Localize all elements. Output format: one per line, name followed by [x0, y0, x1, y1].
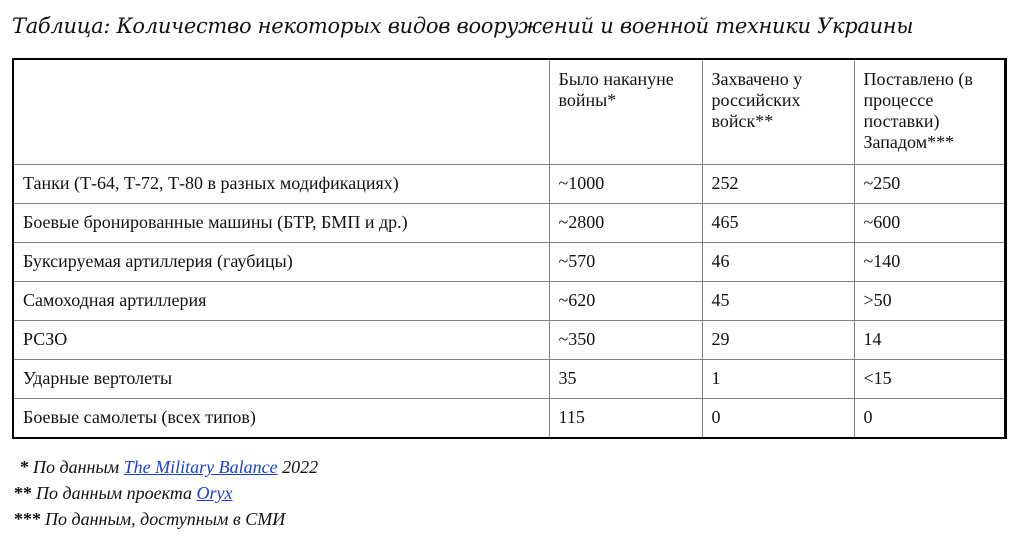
- row-label: Боевые бронированные машины (БТР, БМП и др.): [13, 204, 549, 243]
- header-captured: Захвачено у российских войск**: [702, 59, 854, 165]
- footnote-suffix: 2022: [277, 457, 319, 477]
- footnote-mark: ***: [14, 509, 41, 529]
- cell-captured: 465: [702, 204, 854, 243]
- footnote-3: [14, 506, 318, 532]
- table-row: [13, 282, 1005, 321]
- header-category: [13, 59, 549, 165]
- cell-before-war: ~570: [549, 243, 702, 282]
- cell-supplied: ~250: [854, 165, 1005, 204]
- table-row: [13, 321, 1005, 360]
- cell-before-war: 35: [549, 360, 702, 399]
- cell-supplied: 0: [854, 399, 1005, 439]
- footnote-text: По данным, доступным в СМИ: [45, 509, 286, 529]
- cell-supplied: >50: [854, 282, 1005, 321]
- table-row: [13, 360, 1005, 399]
- row-label: Самоходная артиллерия: [13, 282, 549, 321]
- cell-captured: 46: [702, 243, 854, 282]
- table-header-row: [13, 59, 1005, 165]
- table-title: Таблица: Количество некоторых видов вооружений и военной техники Украины: [12, 14, 914, 38]
- row-label: РСЗО: [13, 321, 549, 360]
- footnote-mark: **: [14, 483, 32, 503]
- cell-before-war: ~1000: [549, 165, 702, 204]
- cell-captured: 45: [702, 282, 854, 321]
- cell-supplied: <15: [854, 360, 1005, 399]
- cell-captured: 1: [702, 360, 854, 399]
- footnotes: [14, 454, 318, 532]
- weapons-table-container: [12, 58, 1004, 439]
- footnote-mark: *: [20, 457, 29, 477]
- footnote-2: [14, 480, 318, 506]
- cell-before-war: ~350: [549, 321, 702, 360]
- table-row: [13, 165, 1005, 204]
- table-row: [13, 243, 1005, 282]
- row-label: Буксируемая артиллерия (гаубицы): [13, 243, 549, 282]
- cell-captured: 0: [702, 399, 854, 439]
- military-balance-link[interactable]: The Military Balance: [123, 457, 278, 477]
- cell-before-war: ~2800: [549, 204, 702, 243]
- oryx-link[interactable]: Oryx: [196, 483, 233, 503]
- footnote-text: По данным проекта: [36, 483, 197, 503]
- cell-before-war: ~620: [549, 282, 702, 321]
- header-supplied-by-west: Поставлено (в процессе поставки) Западом***: [854, 59, 1005, 165]
- cell-before-war: 115: [549, 399, 702, 439]
- cell-supplied: ~140: [854, 243, 1005, 282]
- cell-captured: 252: [702, 165, 854, 204]
- footnote-text: По данным: [33, 457, 124, 477]
- row-label: Танки (Т-64, Т-72, Т-80 в разных модификациях): [13, 165, 549, 204]
- table-row: [13, 204, 1005, 243]
- row-label: Ударные вертолеты: [13, 360, 549, 399]
- footnote-1: [14, 454, 318, 480]
- cell-supplied: 14: [854, 321, 1005, 360]
- cell-supplied: ~600: [854, 204, 1005, 243]
- cell-captured: 29: [702, 321, 854, 360]
- weapons-table: [12, 58, 1007, 439]
- header-before-war: Было накануне войны*: [549, 59, 702, 165]
- table-row: [13, 399, 1005, 439]
- row-label: Боевые самолеты (всех типов): [13, 399, 549, 439]
